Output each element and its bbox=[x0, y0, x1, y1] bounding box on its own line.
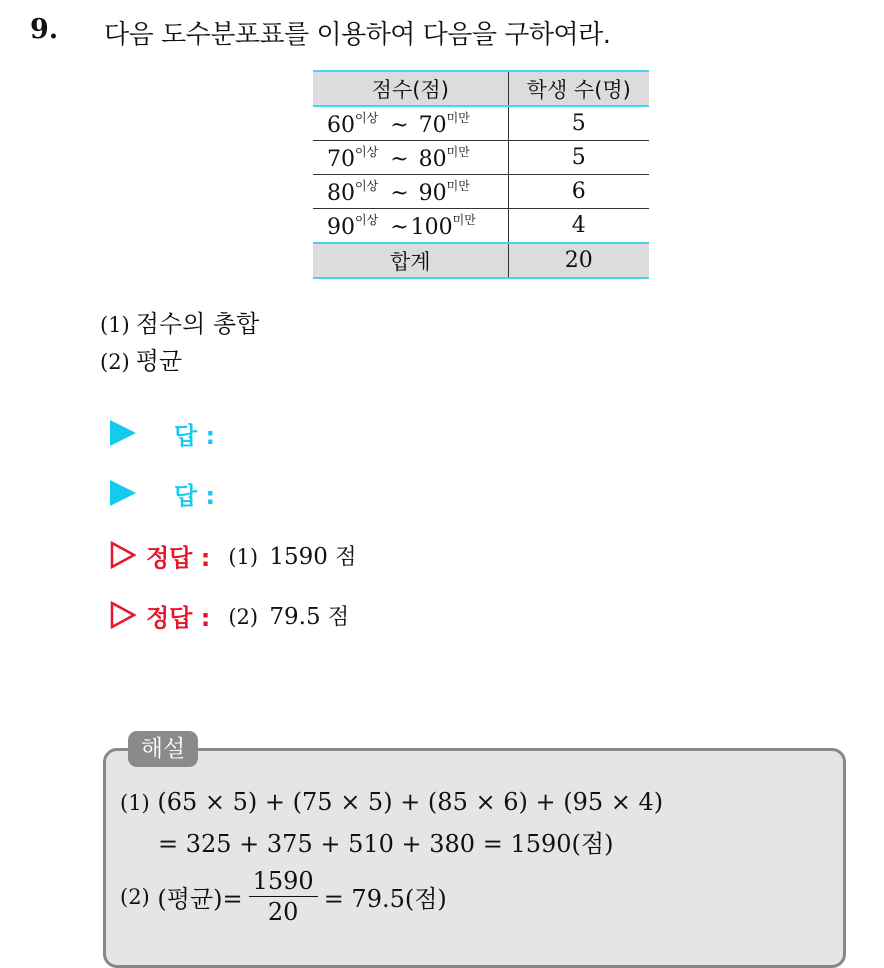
student-count: 4 bbox=[508, 209, 649, 244]
header-score: 점수(점) bbox=[313, 71, 508, 106]
table-row bbox=[313, 141, 649, 175]
table-header-row bbox=[313, 71, 649, 106]
explanation-line-1: (1) (65 × 5) + (75 × 5) + (85 × 6) + (95 × 4) bbox=[120, 788, 664, 816]
table-row bbox=[313, 175, 649, 209]
fraction: $\frac{1590}{20}$ bbox=[249, 866, 318, 927]
play-triangle-icon bbox=[110, 420, 136, 446]
outline-triangle-icon bbox=[110, 541, 136, 569]
solution-value: (2) 79.5 점 bbox=[228, 603, 350, 630]
answer-label: 답 : bbox=[174, 481, 216, 510]
question-text: 다음 도수분포표를 이용하여 다음을 구하여라. bbox=[104, 20, 611, 50]
table-row bbox=[313, 106, 649, 141]
student-count: 6 bbox=[508, 175, 649, 209]
answer-field-1[interactable] bbox=[110, 415, 215, 451]
score-range: $80^{이상}$ ~ $90^{미만}$ bbox=[313, 175, 508, 209]
solution-label: 정답 : bbox=[146, 603, 211, 632]
solution-1 bbox=[110, 537, 357, 573]
student-count: 5 bbox=[508, 141, 649, 175]
solution-value: (1) 1590 점 bbox=[228, 543, 357, 570]
table-row bbox=[313, 209, 649, 244]
score-range: $60^{이상}$ ~ $70^{미만}$ bbox=[313, 106, 508, 141]
subquestion-1: (1) 점수의 총합 bbox=[100, 310, 260, 338]
frequency-table bbox=[313, 70, 649, 279]
outline-triangle-icon bbox=[110, 601, 136, 629]
solution-2 bbox=[110, 597, 349, 633]
score-range: $90^{이상}$ $\sim 100^{미만}$ bbox=[313, 209, 508, 244]
explanation-tab: 해설 bbox=[128, 731, 198, 767]
question-number: 9. bbox=[30, 14, 59, 45]
answer-field-2[interactable] bbox=[110, 475, 215, 511]
header-students: 학생 수(명) bbox=[508, 71, 649, 106]
explanation-line-3: (2) (평균)= $\frac{1590}{20}$ = 79.5(점) bbox=[120, 867, 447, 926]
subquestion-2: (2) 평균 bbox=[100, 347, 183, 375]
total-label: 합계 bbox=[313, 243, 508, 278]
answer-label: 답 : bbox=[174, 421, 216, 450]
student-count: 5 bbox=[508, 106, 649, 141]
play-triangle-icon bbox=[110, 480, 136, 506]
table-total-row bbox=[313, 243, 649, 278]
solution-label: 정답 : bbox=[146, 543, 211, 572]
score-range: $70^{이상}$ ~ $80^{미만}$ bbox=[313, 141, 508, 175]
total-value: 20 bbox=[508, 243, 649, 278]
explanation-line-2: = 325 + 375 + 510 + 380 = 1590(점) bbox=[158, 830, 614, 858]
